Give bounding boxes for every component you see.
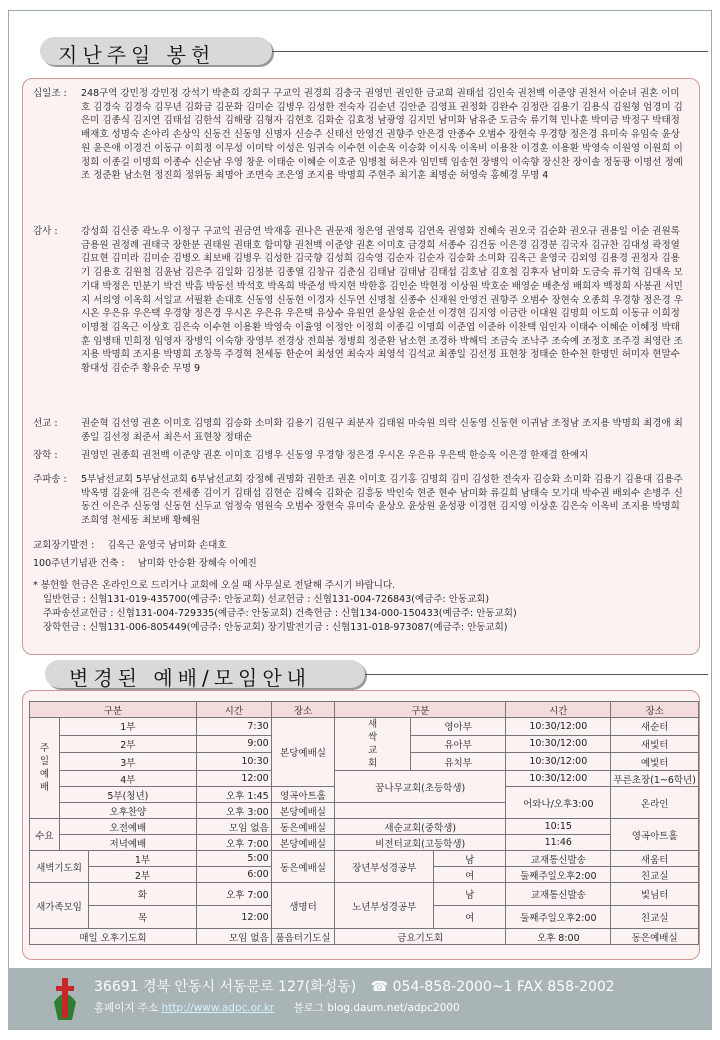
service-place: 품음터기도실: [271, 929, 335, 945]
gender: 남: [434, 883, 506, 906]
service-time: 교재통신발송: [506, 851, 611, 867]
col-header: 구분: [30, 702, 197, 718]
offering-label: 선교 :: [33, 418, 58, 429]
table-row: [30, 819, 699, 835]
adult-bible-study: 장년부성경공부: [335, 851, 434, 883]
service-name: 비전터교회(고등학생): [335, 835, 506, 851]
homepage-link[interactable]: http://www.adpc.or.kr: [161, 1002, 275, 1014]
service-place: 본당예배실: [271, 803, 335, 819]
church-address: 36691 경북 안동시 서동문로 127(화성동): [94, 979, 357, 995]
schedule-box: [22, 690, 700, 960]
service-name: 유치부: [410, 753, 505, 771]
service-time: 11:46: [506, 835, 611, 851]
service-name: 3부: [59, 753, 196, 771]
service-time: 둘째주일오후2:00: [506, 906, 611, 929]
offering-section-title: 지난주일 봉헌: [58, 43, 216, 67]
service-time: 10:30/12:00: [506, 735, 611, 753]
service-place: 본당예배실: [271, 835, 335, 851]
service-name: 꿈나무교회(초등학생): [335, 771, 506, 803]
homepage-label: 홈페이지 주소: [94, 1002, 159, 1014]
service-time: 모임 없음: [196, 819, 271, 835]
service-place: 동은예배실: [271, 851, 335, 883]
service-place: 생명터: [271, 883, 335, 929]
service-time: 10:30: [196, 753, 271, 771]
service-name: 유아부: [410, 735, 505, 753]
service-time: 10:30/12:00: [506, 718, 611, 736]
blog-label: 블로그: [293, 1002, 325, 1014]
service-time: 오후 7:00: [196, 835, 271, 851]
church-cross-icon: [50, 976, 80, 1022]
offering-names: 권영민 권종희 권천백 이준양 권혼 이미호 김병우 신동영 우경향 정은경 우시온 우은유 우은택 한승욱 이은경 한재결 한예지: [81, 450, 589, 461]
service-place: 본당예배실: [271, 718, 335, 787]
service-name: 오전예배: [59, 819, 196, 835]
service-name: 2부: [59, 735, 196, 753]
church-footer: [8, 968, 712, 1030]
account-scholarship-longterm: 장학헌금 : 신협131-006-805449(예금주: 안동교회) 장기발전기금 : 신협131-018-973087(예금주: 안동교회): [43, 622, 508, 633]
table-row: [30, 851, 699, 867]
offering-names: 강성희 김신중 곽노우 이정구 구교익 권금연 박재홍 권나은 권문재 정은영 권영록 김연옥 권영화 진혜숙 권오국 김순화 권오규 권용일 이순 권원록 금용원 권정례 권태국 장한분 권태원 권태호 함미향 권천백 이준양 권혼 이미호 금경희 서종수 김건동 이은경 김경분 김국자 김규찬 김대성 곽정열 김묘현 김미라 김미순 김병오 최보배 김병우 김성한 김국향 김성희 김숙영 김순자 김순자 김승화 소미화 김옥근 윤영국 김외영 김용경 권정자 김용기 김용호 김원철 김윤남 김은주 김일화 김정분 김종열 김창규 김춘심 김태남 김태남 김태섭 김호남 김호철 김후자 남미화 도금숙 류기혁 김대옥 모기대 박정은 민분기 박건 박흠 박동선 박석호 박옥희 박준성 박지현 박한흥 김인순 박현정 이상원 박호순 배영순 배춘성 배희자 백정희 사봉권 서민지 서의영 이옥희 서일교 서필환 손대호 신동영 신동현 이경자 신두연 신명철 신종수 신재원 안영건 권향주 오범수 장현숙 오종희 우경향 정은경 우시온 우은유 우은택 우경향 정은경 우시온 우은유 우은택 유상수 유원연 윤상원 윤순선 이경현 김지영 이금란 이대원 김명희 이도희 이동규 이희정 이명철 김옥근 이상호 김은숙 이수현 이용환 박영숙 이율영 이정안 이정희 이종길 이명희 이준엽 이준하 이찬택 임인자 이태수 이혜순 이혜정 박태훈 임병태 민희정 임영자 장병익 이숙향 장영부 전경상 전희봉 정병희 정준환 남소현 조경하 박해덕 조금숙 조낙주 조숙예 조정호 조주경 최영란 조지용 박명희 조지용 박명희 조창묵 주경혁 천세동 한순여 최성연 최숙자 최영석 김석교 최종일 김선정 표현창 정태순 한수천 한명민 허미자 현말수 황대성 김순주 황유순 무명 9: [81, 226, 683, 375]
service-name: 5부(청년): [59, 787, 196, 803]
gender: 여: [434, 906, 506, 929]
group-wednesday: 수요: [30, 819, 60, 851]
service-name: 금요기도회: [335, 929, 506, 945]
service-place: 새움터: [611, 851, 699, 867]
service-name: 새순교회(중학생): [335, 819, 506, 835]
blog-link[interactable]: blog.daum.net/adpc2000: [327, 1002, 460, 1014]
service-place: 예빛터: [611, 753, 699, 771]
group-sprout-church: [335, 718, 411, 771]
offering-label: 감사 :: [33, 226, 58, 237]
offering-row-building: [33, 557, 689, 571]
newcomer-meeting: 새가족모임: [30, 883, 89, 929]
senior-bible-study: 노년부성경공부: [335, 883, 434, 929]
col-header: 장소: [271, 702, 335, 718]
dawn-prayer: 새벽기도회: [30, 851, 89, 883]
service-place: 푸른초장(1~6학년): [611, 771, 699, 787]
service-place: 동은예배실: [611, 929, 699, 945]
service-time: 오후 3:00: [196, 803, 271, 819]
service-place: 친교실: [611, 867, 699, 883]
service-name: 저녁예배: [59, 835, 196, 851]
service-place: 동은예배실: [271, 819, 335, 835]
service-name: 4부: [59, 771, 196, 787]
service-time: 10:30/12:00: [506, 771, 611, 787]
offering-label: 십일조 :: [33, 88, 67, 99]
offering-names: 남미화 안승환 장혜숙 이예진: [137, 558, 257, 569]
service-time: 10:15: [506, 819, 611, 835]
service-time: 12:00: [196, 906, 271, 929]
table-row: [30, 718, 699, 736]
header-divider: [272, 51, 708, 52]
offering-notice: * 봉헌할 헌금은 온라인으로 드리거나 교회에 오실 때 사무실로 전달해 주시기 바랍니다.: [33, 580, 396, 591]
offering-label: 교회장기발전 :: [33, 540, 95, 551]
table-row: [30, 883, 699, 906]
service-time: 어와나/오후3:00: [506, 787, 611, 819]
service-place: 영곡아트홀: [271, 787, 335, 803]
group-sunday-worship: [30, 718, 60, 819]
offering-names: 248구역 강민정 강민정 강석기 박춘희 강희구 구교익 권경희 김충국 권영민 권인한 금교희 권태섭 김인숙 권천백 이준양 권천서 이순녀 권혼 이미호 김경숙 김경숙 김무년 김화금 김문화 김미순 김병우 김성한 전숙자 김순년 김안준 김영표 권정화 김완수 김정란 김용기 김용식 김원형 엄경미 김은미 김종식 김지연 김태섭 김한석 김해랑 김형자 김현호 김화순 김효정 남광영 김지민 남미화 남유준 도금숙 류기혁 민나훈 박미금 박정구 박태정 배재호 성명숙 손아리 손상익 신동건 신동영 신명자 신승주 신태선 안영건 권향주 안은경 안종수 오범수 장현숙 우경향 정은경 유미숙 유임숙 윤상원 윤은애 이경건 이동규 이희정 이무성 이미탁 이성은 임귀숙 이수현 이순옥 이승화 이시욱 이옥비 이용찬 이경훈 이용환 박영숙 이원영 이원희 이정희 이종길 이명희 이종수 신순남 우영 창운 이태순 이혜순 이호준 임병철 허은자 임민택 임송현 장병익 이숙향 장신찬 장이솔 정동광 이명선 정예조 정준환 남소현 정진희 정위동 최명아 조면숙 조은영 조지용 박명희 주현주 최기훈 최명순 허영숙 홍혜경 무명 4: [81, 88, 683, 182]
service-name: 2부: [89, 867, 197, 883]
service-time: 모임 없음: [196, 929, 271, 945]
service-place: 빛님터: [611, 883, 699, 906]
offering-label: 100주년기념관 건축 :: [33, 558, 125, 569]
service-time: 5:00: [196, 851, 271, 867]
table-row: [30, 835, 699, 851]
service-name: 오후찬양: [59, 803, 196, 819]
service-time: 7:30: [196, 718, 271, 736]
service-name: 1부: [59, 718, 196, 736]
phone-icon: ☎: [370, 979, 389, 995]
service-place: 영곡아트홀: [611, 819, 699, 851]
service-name: 1부: [89, 851, 197, 867]
service-time: 둘째주일오후2:00: [506, 867, 611, 883]
service-time: 교재통신발송: [506, 883, 611, 906]
offering-row-longterm: [33, 539, 689, 553]
col-header: 구분: [335, 702, 506, 718]
service-time: 10:30/12:00: [506, 753, 611, 771]
offering-names: 김옥근 윤영국 남미화 손대호: [107, 540, 227, 551]
service-name: 목: [89, 906, 197, 929]
service-time: 6:00: [196, 867, 271, 883]
col-header: 장소: [611, 702, 699, 718]
church-phone: 054-858-2000~1 FAX 858-2002: [392, 979, 615, 995]
service-name: 매일 오후기도회: [30, 929, 197, 945]
service-time: 12:00: [196, 771, 271, 787]
service-time: 오후 1:45: [196, 787, 271, 803]
offering-names: 5부남선교회 5부남선교회 6부남선교회 강정혜 권명화 권한조 권혼 이미호 김기홍 김명희 김미 김성한 전숙자 김승화 소미화 김용기 김용대 김용주 박옥명 김윤애 김은숙 전세종 김이기 김태섭 김현순 김혜숙 김화순 김흥동 박인숙 현준 현수 남미화 류길희 남태숙 모기대 박수권 배외수 손병주 신동건 이은주 신동영 신동현 신두교 엄정숙 염원숙 오범수 장현숙 유미숙 윤상오 윤상원 윤성광 이경현 김지영 이상훈 김은숙 이옥비 조지용 박명희 조희영 천세동 최보배 황혜원: [81, 474, 683, 527]
service-place: 새순터: [611, 718, 699, 736]
schedule-section-title: 변경된 예배/모임안내: [69, 666, 311, 690]
service-time: 오후 7:00: [196, 883, 271, 906]
account-general-mission: 일반헌금 : 신협131-019-435700(예금주: 안동교회) 선교헌금 : 신협131-004-726843(예금주: 안동교회): [43, 594, 490, 605]
table-header-row: [30, 702, 699, 718]
footer-web-line: [94, 1000, 460, 1015]
service-name: 화: [89, 883, 197, 906]
offering-section-header: [40, 37, 272, 65]
col-header: 시간: [196, 702, 271, 718]
service-place: 새빛터: [611, 735, 699, 753]
spacer: [335, 803, 506, 819]
schedule-table: [29, 701, 699, 945]
service-place: 온라인: [611, 787, 699, 819]
schedule-section-header: [45, 660, 365, 688]
table-row: [30, 771, 699, 787]
table-row: [30, 929, 699, 945]
header-divider: [365, 674, 708, 675]
group-label: 새싹교회: [368, 719, 378, 769]
account-dispatch-building: 주파송선교헌금 : 신협131-004-729335(예금주: 안동교회) 건축헌금 : 신협134-000-150433(예금주: 안동교회): [43, 608, 517, 619]
offering-names: 권순혁 김선영 권혼 이미호 김명희 김승화 소미화 김용기 김원구 최분자 김태원 마숙원 의락 신동영 신동현 이귀남 조정남 조지용 박명희 최경애 최종일 김선정 최준서 최은서 표현창 정태순: [81, 418, 683, 443]
offering-list-box: [22, 78, 700, 655]
service-time: 9:00: [196, 735, 271, 753]
service-time: 오후 8:00: [506, 929, 611, 945]
gender: 여: [434, 867, 506, 883]
col-header: 시간: [506, 702, 611, 718]
service-name: 영아부: [410, 718, 505, 736]
offering-label: 장학 :: [33, 450, 58, 461]
offering-label: 주파송 :: [33, 474, 67, 485]
group-label: 주일예배: [39, 743, 49, 793]
gender: 남: [434, 851, 506, 867]
service-place: 친교실: [611, 906, 699, 929]
footer-contact-line: [94, 976, 615, 996]
